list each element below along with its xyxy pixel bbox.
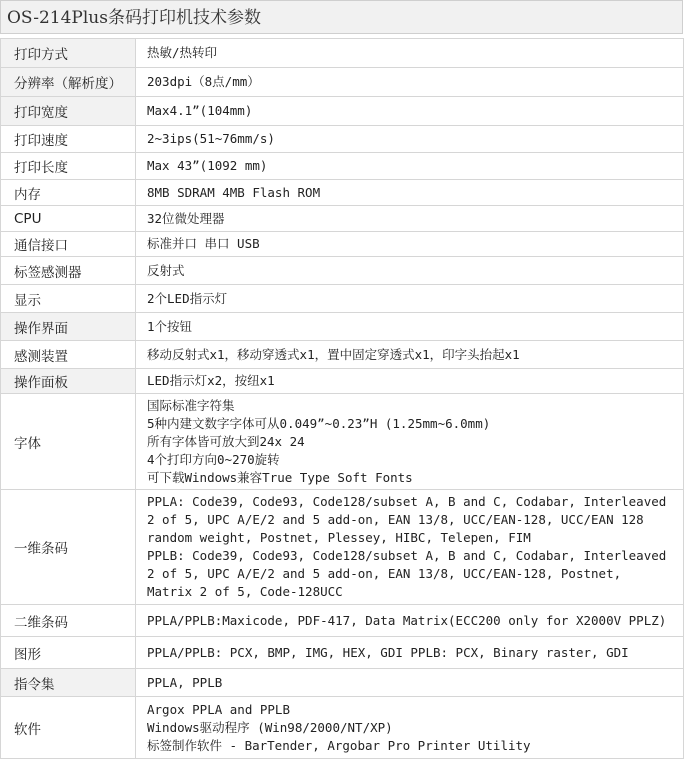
table-row [1,126,684,153]
table-row [1,697,684,759]
spec-value-line: 热敏/热转印 [147,45,218,60]
spec-value-line: 5种内建文数字字体可从0.049”~0.23”H (1.25mm~6.0mm) [147,415,491,431]
spec-value-line: PPLA, PPLB [147,674,223,690]
spec-value-line: random weight, Postnet, Plessey, HIBC, Telepen, FIM [147,530,531,545]
spec-value-line: 8MB SDRAM 4MB Flash ROM [147,184,321,200]
spec-value [136,97,684,126]
table-row [1,68,684,97]
spec-value-line: PPLA/PPLB: PCX, BMP, IMG, HEX, GDI PPLB: PCX, Binary raster, GDI [147,644,629,660]
spec-value-line: 反射式 [147,262,185,278]
spec-label: 打印方式 [1,39,136,68]
spec-value-line: 移动反射式x1，移动穿透式x1，置中固定穿透式x1，印字头抬起x1 [147,346,520,362]
spec-value [136,313,684,341]
table-row [1,341,684,369]
spec-value-line: 所有字体皆可放大到24x 24 [147,433,305,449]
spec-value-line: PPLB: Code39, Code93, Code128/subset A, B and C, Codabar, Interleaved [147,548,667,563]
spec-label: 二维条码 [1,605,136,637]
spec-value [136,637,684,669]
table-row [1,605,684,637]
spec-value [136,180,684,206]
table-row [1,369,684,394]
spec-value [136,257,684,285]
table-row [1,257,684,285]
table-row [1,313,684,341]
spec-value-line: 2~3ips(51~76mm/s) [147,131,275,146]
spec-label: 标签感测器 [1,257,136,285]
spec-value-line: 1个按钮 [147,318,193,334]
spec-label: 感测装置 [1,341,136,369]
spec-value [136,126,684,153]
spec-value-line: PPLA: Code39, Code93, Code128/subset A, B and C, Codabar, Interleaved [147,494,667,509]
spec-value-line: 203dpi（8点/mm） [147,74,260,89]
spec-value [136,605,684,637]
spec-value-line: 2个LED指示灯 [147,290,228,306]
spec-value-line: Max 43”(1092 mm) [147,158,268,173]
spec-label: 图形 [1,637,136,669]
spec-label: 打印长度 [1,153,136,180]
table-row [1,232,684,257]
spec-value [136,206,684,232]
table-row [1,285,684,313]
spec-value [136,394,684,490]
spec-value-line: LED指示灯x2，按纽x1 [147,373,275,388]
spec-label: 一维条码 [1,490,136,605]
spec-value [136,285,684,313]
spec-value [136,669,684,697]
spec-label: 打印宽度 [1,97,136,126]
spec-label: 显示 [1,285,136,313]
spec-value-line: Matrix 2 of 5, Code-128UCC [147,584,343,599]
spec-label: 指令集 [1,669,136,697]
spec-value-line: Windows驱动程序 (Win98/2000/NT/XP) [147,719,393,735]
spec-value [136,341,684,369]
spec-value [136,232,684,257]
spec-value-line: 2 of 5, UPC A/E/2 and 5 add-on, EAN 13/8, UCC/EAN-128, Postnet, [147,566,622,581]
table-row [1,637,684,669]
spec-label: 操作面板 [1,369,136,394]
spec-value-line: 可下载Windows兼容True Type Soft Fonts [147,469,413,485]
spec-value-line: Max4.1”(104mm) [147,103,253,118]
spec-value [136,369,684,394]
spec-label: CPU [1,206,136,232]
table-row [1,180,684,206]
table-row [1,39,684,68]
spec-value-line: 2 of 5, UPC A/E/2 and 5 add-on, EAN 13/8, UCC/EAN-128, UCC/EAN 128 [147,512,644,527]
page-title: OS-214Plus条码打印机技术参数 [0,0,683,34]
table-row [1,153,684,180]
spec-value [136,39,684,68]
spec-value [136,697,684,759]
spec-value-line: 4个打印方向0~270旋转 [147,451,280,467]
spec-value-line: 标签制作软件 - BarTender, Argobar Pro Printer Utility [147,737,531,753]
spec-table-body [1,39,684,759]
table-row [1,490,684,605]
table-row [1,394,684,490]
spec-value-line: PPLA/PPLB:Maxicode, PDF-417, Data Matrix(ECC200 only for X2000V PPLZ) [147,612,667,628]
spec-label: 操作界面 [1,313,136,341]
spec-label: 内存 [1,180,136,206]
spec-value-line: 国际标准字符集 [147,397,235,413]
spec-value [136,153,684,180]
spec-label: 字体 [1,394,136,490]
table-row [1,97,684,126]
spec-label: 通信接口 [1,232,136,257]
spec-label: 软件 [1,697,136,759]
spec-value-line: Argox PPLA and PPLB [147,701,290,717]
spec-label: 分辨率（解析度） [1,68,136,97]
spec-value-line: 标准并口 串口 USB [147,236,260,251]
spec-value-line: 32位微处理器 [147,210,225,226]
spec-value [136,68,684,97]
spec-label: 打印速度 [1,126,136,153]
spec-table [0,38,684,759]
spec-value [136,490,684,605]
table-row [1,206,684,232]
table-row [1,669,684,697]
